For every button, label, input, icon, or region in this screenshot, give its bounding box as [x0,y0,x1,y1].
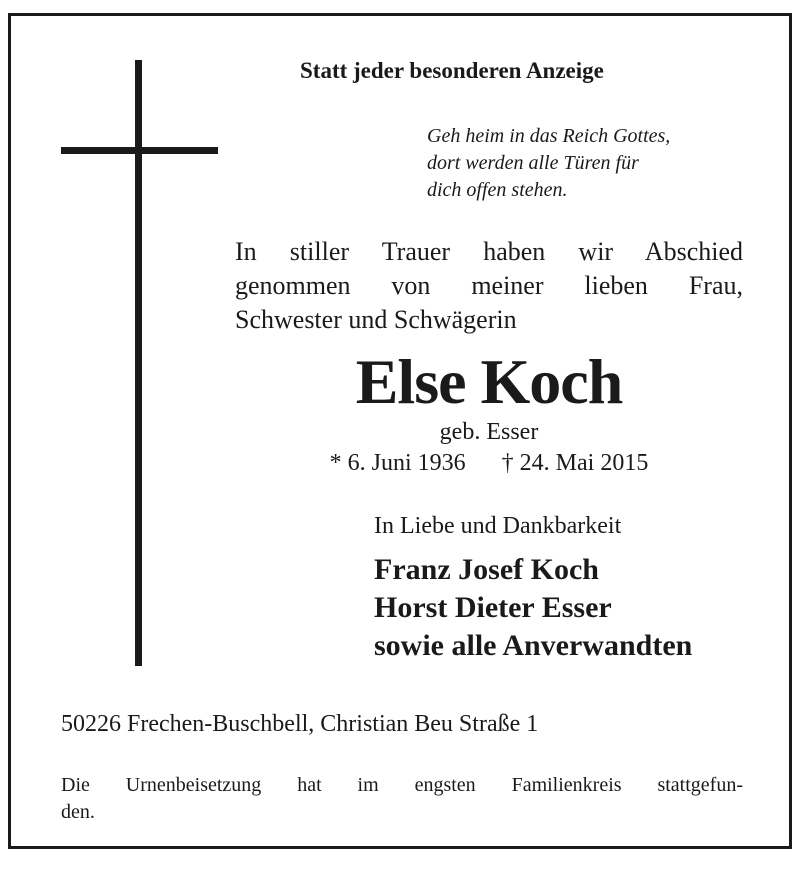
intro-line: genommen von meiner lieben Frau, [235,271,743,300]
poem-line: dich offen stehen. [427,179,568,201]
signer-name: Horst Dieter Esser [374,591,612,624]
intro-line: Schwester und Schwägerin [235,305,517,334]
family-address: 50226 Frechen-Buschbell, Christian Beu Straße 1 [61,711,539,737]
poem-quote [427,123,670,204]
poem-line: Geh heim in das Reich Gottes, [427,125,671,147]
intro-text [235,235,743,337]
notice-line: den. [61,801,95,823]
life-dates [235,448,743,478]
deceased-name: Else Koch [355,346,623,417]
poem-line: dort werden alle Türen für [427,152,639,174]
burial-notice [61,772,743,826]
death-date: † 24. Mai 2015 [501,450,649,476]
cross-icon-bar [61,147,218,154]
birth-date: * 6. Juni 1936 [329,450,466,476]
gratitude-line: In Liebe und Dankbarkeit [374,513,622,539]
notice-line: Die Urnenbeisetzung hat im engsten Familienkreis stattgefun- [61,774,743,796]
signer-name: Franz Josef Koch [374,553,599,586]
intro-line: In stiller Trauer haben wir Abschied [235,237,743,266]
notice-header: Statt jeder besonderen Anzeige [300,58,604,83]
signers-list [374,551,692,665]
signer-name: sowie alle Anverwandten [374,629,693,662]
maiden-name: geb. Esser [439,419,539,445]
